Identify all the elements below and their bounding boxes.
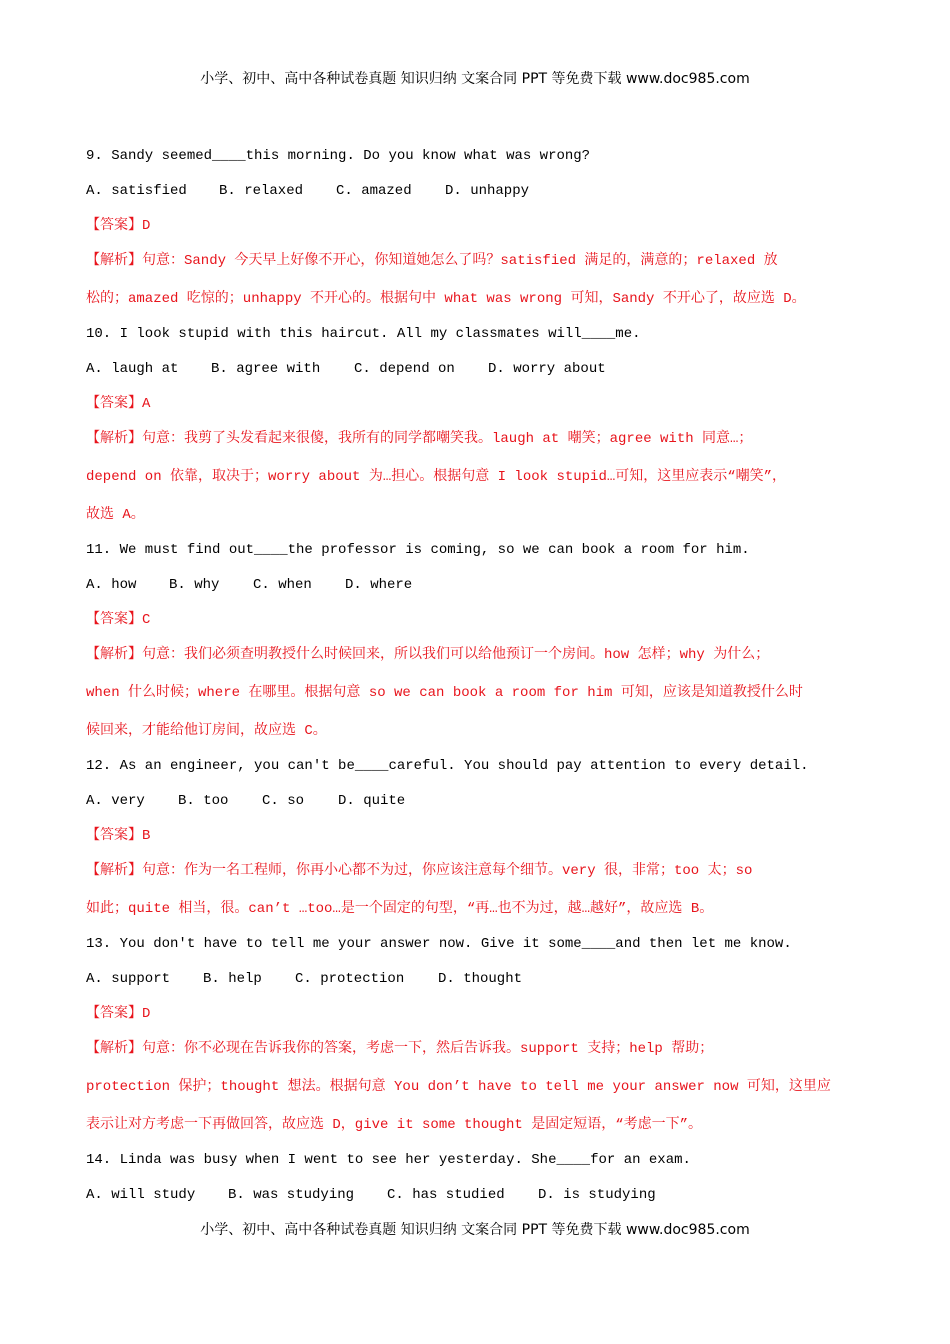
answer-label: 【答案】 bbox=[86, 612, 142, 628]
analysis-text: 句意：作为一名工程师，你再小心都不为过，你应该注意每个细节。very 很，非常；too 太；so bbox=[142, 863, 753, 879]
options-row bbox=[86, 1185, 656, 1205]
option: A. laugh at bbox=[86, 361, 179, 377]
analysis-line: protection 保护；thought 想法。根据句意 You don’t have to tell me your answer now 可知，这里应 bbox=[86, 1079, 831, 1095]
option: A. will study bbox=[86, 1187, 196, 1203]
question-stem: 12. As an engineer, you can't be____careful. You should pay attention to every detail. bbox=[86, 758, 809, 774]
analysis-line bbox=[86, 861, 752, 881]
analysis-line: 表示让对方考虑一下再做回答，故应选 D，give it some thought 是固定短语，“考虑一下”。 bbox=[86, 1117, 703, 1133]
answer-line bbox=[86, 610, 150, 630]
option: D. thought bbox=[438, 971, 523, 987]
analysis-text: 句意：你不必现在告诉我你的答案，考虑一下，然后告诉我。support 支持；help 帮助； bbox=[142, 1041, 714, 1057]
option: D. quite bbox=[338, 793, 406, 809]
option: B. agree with bbox=[211, 361, 321, 377]
analysis-label: 【解析】 bbox=[86, 1041, 142, 1057]
option: D. where bbox=[345, 577, 413, 593]
answer-label: 【答案】 bbox=[86, 396, 142, 412]
option: B. was studying bbox=[228, 1187, 355, 1203]
analysis-label: 【解析】 bbox=[86, 863, 142, 879]
option: B. help bbox=[203, 971, 262, 987]
answer-value: D bbox=[142, 1006, 151, 1022]
option: C. protection bbox=[295, 971, 405, 987]
analysis-label: 【解析】 bbox=[86, 647, 142, 663]
options-row bbox=[86, 791, 405, 811]
option: B. relaxed bbox=[219, 183, 304, 199]
analysis-line: 候回来，才能给他订房间，故应选 C。 bbox=[86, 723, 327, 739]
answer-value: A bbox=[142, 396, 151, 412]
question-stem: 13. You don't have to tell me your answer now. Give it some____and then let me know. bbox=[86, 936, 792, 952]
question-stem: 10. I look stupid with this haircut. All my classmates will____me. bbox=[86, 326, 641, 342]
question-stem: 14. Linda was busy when I went to see her yesterday. She____for an exam. bbox=[86, 1152, 691, 1168]
page-footer: 小学、初中、高中各种试卷真题 知识归纳 文案合同 PPT 等免费下载 www.doc985.com bbox=[200, 1222, 750, 1238]
analysis-line: 如此；quite 相当，很。can’t …too…是一个固定的句型，“再…也不为过，越…越好”，故应选 B。 bbox=[86, 901, 714, 917]
answer-value: C bbox=[142, 612, 151, 628]
analysis-line bbox=[86, 1039, 713, 1059]
options-row bbox=[86, 969, 522, 989]
answer-value: D bbox=[142, 218, 151, 234]
analysis-line: when 什么时候；where 在哪里。根据句意 so we can book a room for him 可知，应该是知道教授什么时 bbox=[86, 685, 803, 701]
option: A. satisfied bbox=[86, 183, 187, 199]
option: C. so bbox=[262, 793, 305, 809]
answer-label: 【答案】 bbox=[86, 828, 142, 844]
analysis-label: 【解析】 bbox=[86, 431, 142, 447]
answer-label: 【答案】 bbox=[86, 218, 142, 234]
option: B. too bbox=[178, 793, 229, 809]
analysis-line bbox=[86, 429, 752, 449]
options-row bbox=[86, 359, 606, 379]
option: D. unhappy bbox=[445, 183, 530, 199]
analysis-line: 故选 A。 bbox=[86, 507, 145, 523]
option: B. why bbox=[169, 577, 220, 593]
option: C. amazed bbox=[336, 183, 412, 199]
option: A. very bbox=[86, 793, 145, 809]
answer-value: B bbox=[142, 828, 151, 844]
analysis-line: depend on 依靠，取决于；worry about 为…担心。根据句意 I look stupid…可知，这里应表示“嘲笑”， bbox=[86, 469, 787, 485]
question-stem: 11. We must find out____the professor is coming, so we can book a room for him. bbox=[86, 542, 750, 558]
option: C. when bbox=[253, 577, 312, 593]
option: D. worry about bbox=[488, 361, 606, 377]
analysis-line bbox=[86, 251, 778, 271]
analysis-text: 句意：我剪了头发看起来很傻，我所有的同学都嘲笑我。laugh at 嘲笑；agree with 同意…； bbox=[142, 431, 753, 447]
analysis-line bbox=[86, 645, 769, 665]
answer-label: 【答案】 bbox=[86, 1006, 142, 1022]
answer-line bbox=[86, 1004, 150, 1024]
options-row bbox=[86, 181, 529, 201]
question-stem: 9. Sandy seemed____this morning. Do you know what was wrong? bbox=[86, 148, 591, 164]
page-header: 小学、初中、高中各种试卷真题 知识归纳 文案合同 PPT 等免费下载 www.doc985.com bbox=[200, 71, 750, 87]
option: A. how bbox=[86, 577, 137, 593]
option: A. support bbox=[86, 971, 171, 987]
option: C. has studied bbox=[387, 1187, 505, 1203]
option: C. depend on bbox=[354, 361, 455, 377]
analysis-line: 松的；amazed 吃惊的；unhappy 不开心的。根据句中 what was wrong 可知，Sandy 不开心了，故应选 D。 bbox=[86, 291, 806, 307]
analysis-text: 句意：我们必须查明教授什么时候回来，所以我们可以给他预订一个房间。how 怎样；why 为什么； bbox=[142, 647, 770, 663]
options-row bbox=[86, 575, 412, 595]
analysis-label: 【解析】 bbox=[86, 253, 142, 269]
option: D. is studying bbox=[538, 1187, 656, 1203]
answer-line bbox=[86, 394, 150, 414]
answer-line bbox=[86, 826, 150, 846]
analysis-text: 句意：Sandy 今天早上好像不开心，你知道她怎么了吗？satisfied 满足的，满意的；relaxed 放 bbox=[142, 253, 778, 269]
answer-line bbox=[86, 216, 150, 236]
